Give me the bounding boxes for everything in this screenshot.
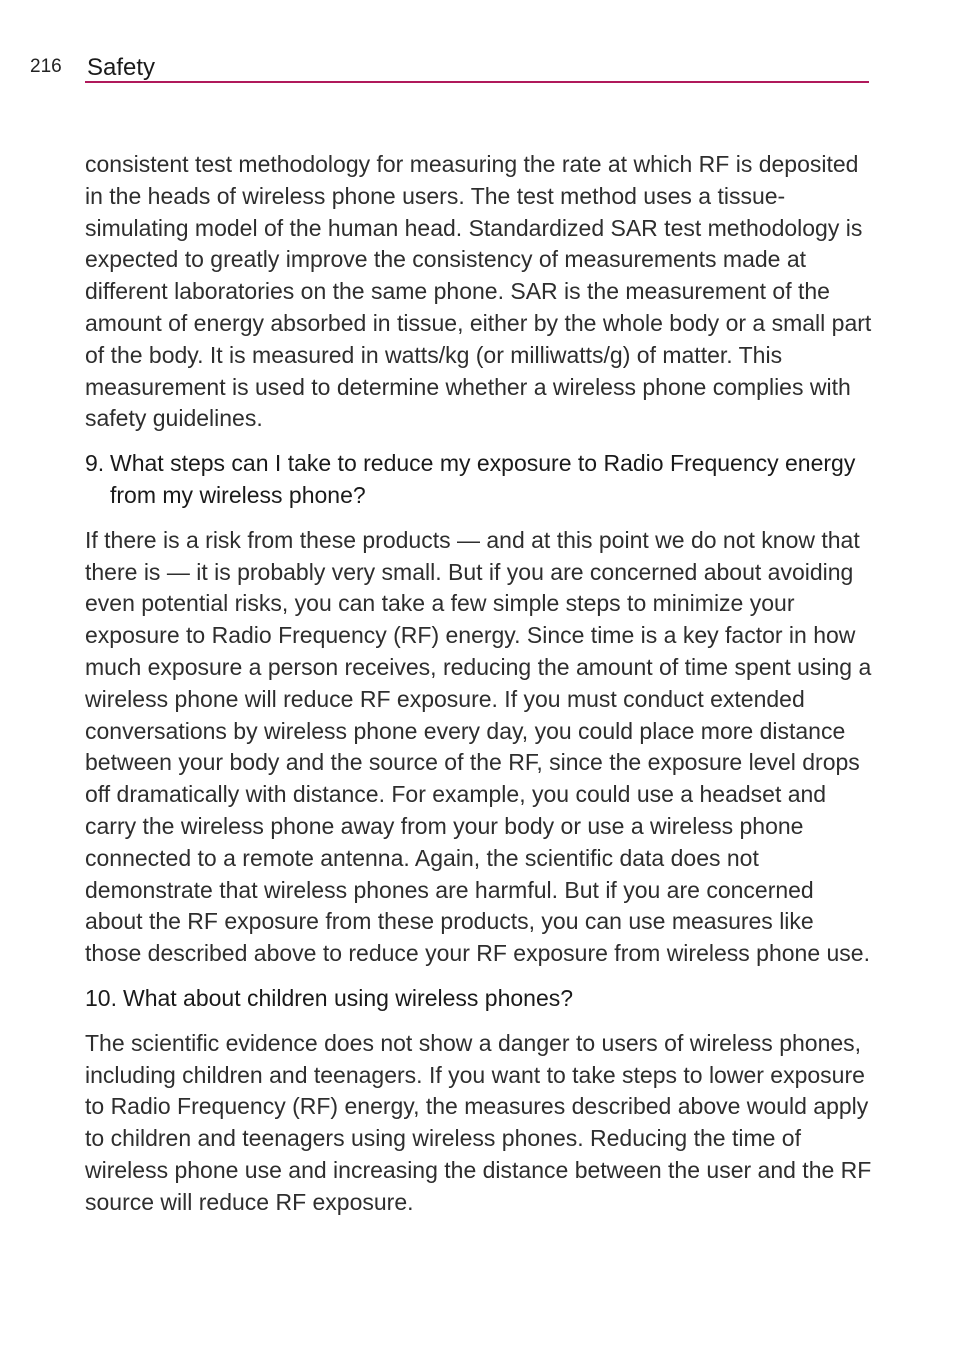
answer-9-paragraph: If there is a risk from these products — and at this point we do not know that there is — it is probably very small. But if you are concerned about avoiding even potential risks, you can take a few simple steps to minimize your exposure to Radio Frequency (RF) energy. Since time is a key factor in how much exposure a person receives, reducing the amount of time spent using a wireless phone will reduce RF exposure. If you must conduct extended conversations by wireless phone every day, you could place more distance between your body and the source of the RF, since the exposure level drops off dramatically with distance. For example, you could use a headset and carry the wireless phone away from your body or use a wireless phone connected to a remote antenna. Again, the scientific data does not demonstrate that wireless phones are harmful. But if you are concerned about the RF exposure from these products, you can use measures like those described above to reduce your RF exposure from wireless phone use. <box>85 526 872 967</box>
section-title: Safety <box>87 54 156 81</box>
question-9 <box>85 448 875 512</box>
intro-paragraph: consistent test methodology for measuring the rate at which RF is deposited in the heads of wireless phone users. The test method uses a tissue-simulating model of the human head. Standardized SAR test methodology is expected to greatly improve the consistency of measurements made at different laboratories on the same phone. SAR is the measurement of the amount of energy absorbed in tissue, either by the whole body or a small part of the body. It is measured in watts/kg (or milliwatts/g) of matter. This measurement is used to determine whether a wireless phone complies with safety guidelines. <box>85 151 872 432</box>
page-number: 216 <box>30 56 62 77</box>
question-9-text: What steps can I take to reduce my exposure to Radio Frequency energy from my wireless phone? <box>110 450 856 508</box>
question-10 <box>85 983 875 1015</box>
answer-10-paragraph: The scientific evidence does not show a danger to users of wireless phones, including children and teenagers. If you want to take steps to lower exposure to Radio Frequency (RF) energy, the measures described above would apply to children and teenagers using wireless phones. Reducing the time of wireless phone use and increasing the distance between the user and the RF source will reduce RF exposure. <box>85 1029 872 1215</box>
document-body <box>85 149 875 1232</box>
question-10-number: 10. <box>85 984 117 1011</box>
question-10-text: What about children using wireless phones? <box>122 984 574 1011</box>
question-9-number: 9. <box>85 450 105 477</box>
header-rule <box>85 81 869 83</box>
page-header <box>30 52 869 84</box>
